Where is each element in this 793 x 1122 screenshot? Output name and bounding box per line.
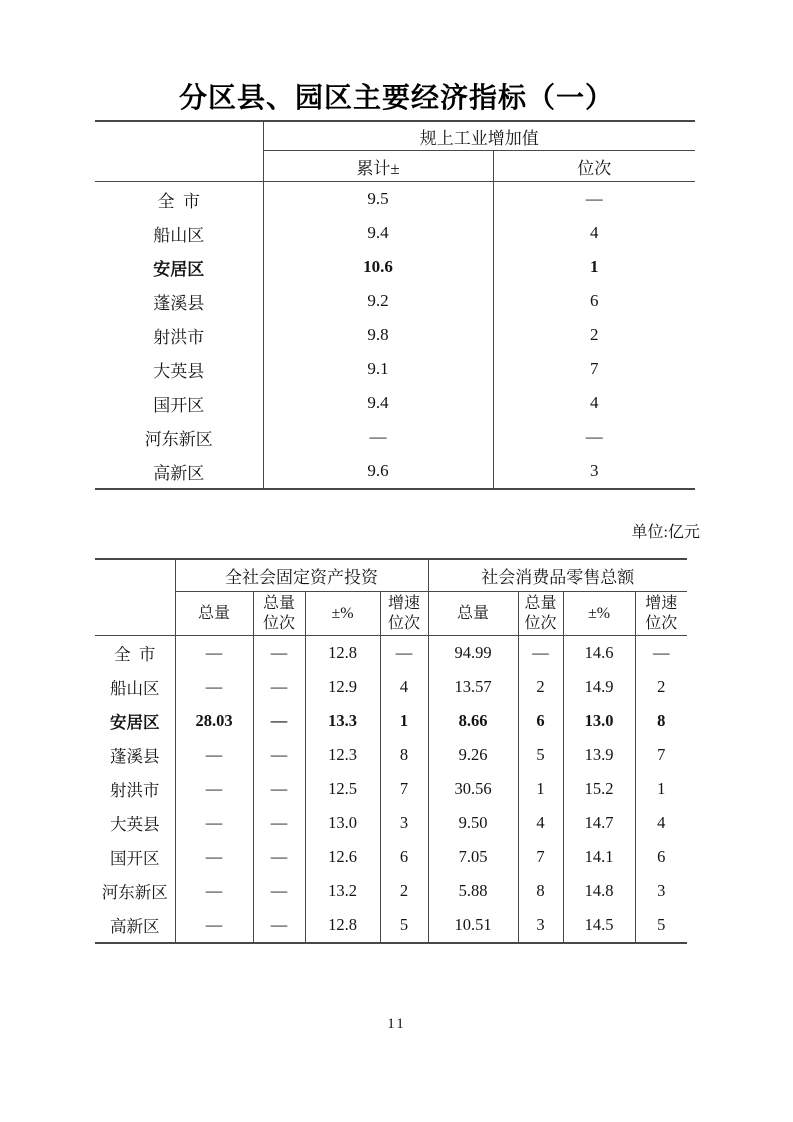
industrial-added-value-table bbox=[95, 120, 695, 490]
table-row bbox=[95, 840, 687, 874]
table-row bbox=[95, 352, 695, 386]
value-cell: 14.8 bbox=[563, 874, 635, 908]
table1-group-header-row bbox=[95, 121, 695, 151]
value-cell: — bbox=[253, 874, 305, 908]
value-cell: 2 bbox=[518, 670, 563, 704]
region-cell: 船山区 bbox=[95, 670, 175, 704]
value-cell: — bbox=[253, 772, 305, 806]
value-cell: — bbox=[518, 636, 563, 671]
value-cell: 4 bbox=[590, 393, 599, 412]
value-cell: 13.2 bbox=[305, 874, 380, 908]
value-cell: 13.3 bbox=[305, 704, 380, 738]
value-cell: 30.56 bbox=[428, 772, 518, 806]
value-cell: 12.8 bbox=[305, 636, 380, 671]
value-cell: 14.9 bbox=[563, 670, 635, 704]
value-cell: 6 bbox=[518, 704, 563, 738]
table-row bbox=[95, 216, 695, 250]
region-cell: 国开区 bbox=[95, 386, 263, 420]
region-cell: 全 市 bbox=[95, 182, 263, 217]
value-cell: 7 bbox=[380, 772, 428, 806]
value-cell: — bbox=[253, 840, 305, 874]
region-cell: 国开区 bbox=[95, 840, 175, 874]
page-number: 11 bbox=[387, 1016, 406, 1032]
value-cell: 3 bbox=[590, 461, 599, 480]
table1-col-header-rank: 位次 bbox=[493, 151, 695, 182]
value-cell: 13.57 bbox=[428, 670, 518, 704]
value-cell: 7.05 bbox=[428, 840, 518, 874]
value-cell: — bbox=[253, 636, 305, 671]
value-cell: 13.0 bbox=[563, 704, 635, 738]
value-cell: 9.2 bbox=[263, 284, 493, 318]
table-row bbox=[95, 454, 695, 489]
region-cell: 蓬溪县 bbox=[95, 284, 263, 318]
value-cell: 8 bbox=[380, 738, 428, 772]
value-cell: 5 bbox=[518, 738, 563, 772]
table2-corner-cell bbox=[95, 559, 175, 592]
region-cell: 射洪市 bbox=[95, 318, 263, 352]
table-row bbox=[95, 420, 695, 454]
value-cell: 5.88 bbox=[428, 874, 518, 908]
region-cell: 河东新区 bbox=[95, 420, 263, 454]
region-cell: 射洪市 bbox=[95, 772, 175, 806]
value-cell: 4 bbox=[657, 813, 666, 832]
value-cell: 10.51 bbox=[428, 908, 518, 943]
value-cell: — bbox=[175, 738, 253, 772]
value-cell: 3 bbox=[518, 908, 563, 943]
table-row bbox=[95, 386, 695, 420]
value-cell: 9.8 bbox=[263, 318, 493, 352]
region-cell: 蓬溪县 bbox=[95, 738, 175, 772]
value-cell: 10.6 bbox=[263, 250, 493, 284]
table1-corner-cell bbox=[95, 151, 263, 182]
value-cell: — bbox=[653, 643, 670, 662]
value-cell: — bbox=[253, 908, 305, 943]
value-cell: 14.1 bbox=[563, 840, 635, 874]
value-cell: 7 bbox=[518, 840, 563, 874]
table2-subheader-pct-2: ±% bbox=[563, 592, 635, 636]
value-cell: 7 bbox=[590, 359, 599, 378]
value-cell: 7 bbox=[657, 745, 666, 764]
value-cell: — bbox=[175, 806, 253, 840]
table-row bbox=[95, 704, 687, 738]
table2-subheader-total-1: 总量 bbox=[175, 592, 253, 636]
table2-subheader-row bbox=[95, 592, 687, 636]
value-cell: — bbox=[380, 636, 428, 671]
value-cell: 14.5 bbox=[563, 908, 635, 943]
region-cell: 船山区 bbox=[95, 216, 263, 250]
value-cell: 12.8 bbox=[305, 908, 380, 943]
value-cell: 8.66 bbox=[428, 704, 518, 738]
value-cell: 2 bbox=[590, 325, 599, 344]
value-cell: 12.3 bbox=[305, 738, 380, 772]
value-cell: 13.0 bbox=[305, 806, 380, 840]
value-cell: 94.99 bbox=[428, 636, 518, 671]
region-cell: 安居区 bbox=[95, 250, 263, 284]
value-cell: — bbox=[175, 670, 253, 704]
region-cell: 高新区 bbox=[95, 908, 175, 943]
value-cell: — bbox=[263, 420, 493, 454]
value-cell: 1 bbox=[590, 257, 599, 276]
value-cell: — bbox=[175, 840, 253, 874]
value-cell: — bbox=[175, 874, 253, 908]
table1-group-header: 规上工业增加值 bbox=[263, 121, 695, 151]
table2-group-header-retail: 社会消费品零售总额 bbox=[428, 559, 687, 592]
value-cell: 6 bbox=[590, 291, 599, 310]
value-cell: 6 bbox=[380, 840, 428, 874]
value-cell: 9.6 bbox=[263, 454, 493, 489]
table-row bbox=[95, 636, 687, 671]
table-row bbox=[95, 908, 687, 943]
table2-subheader-growth-rank-1: 增速 位次 bbox=[380, 592, 428, 636]
value-cell: — bbox=[175, 772, 253, 806]
investment-retail-table bbox=[95, 558, 687, 944]
value-cell: — bbox=[175, 908, 253, 943]
region-cell: 全 市 bbox=[95, 636, 175, 671]
table2-group-header-investment: 全社会固定资产投资 bbox=[175, 559, 428, 592]
value-cell: — bbox=[585, 427, 603, 446]
value-cell: — bbox=[253, 738, 305, 772]
table-row bbox=[95, 670, 687, 704]
value-cell: 6 bbox=[657, 847, 666, 866]
value-cell: 3 bbox=[657, 881, 666, 900]
value-cell: 9.26 bbox=[428, 738, 518, 772]
table1-col-header-cumulative: 累计± bbox=[263, 151, 493, 182]
value-cell: — bbox=[253, 670, 305, 704]
table-row bbox=[95, 284, 695, 318]
table-row bbox=[95, 318, 695, 352]
table2-corner-cell bbox=[95, 592, 175, 636]
region-cell: 大英县 bbox=[95, 806, 175, 840]
region-cell: 安居区 bbox=[95, 704, 175, 738]
value-cell: — bbox=[253, 806, 305, 840]
value-cell: 9.50 bbox=[428, 806, 518, 840]
region-cell: 大英县 bbox=[95, 352, 263, 386]
table-row bbox=[95, 182, 695, 217]
value-cell: 12.6 bbox=[305, 840, 380, 874]
value-cell: 1 bbox=[380, 704, 428, 738]
value-cell: 4 bbox=[518, 806, 563, 840]
region-cell: 河东新区 bbox=[95, 874, 175, 908]
value-cell: 14.6 bbox=[563, 636, 635, 671]
table-row bbox=[95, 806, 687, 840]
value-cell: 9.1 bbox=[263, 352, 493, 386]
table1-subheader-row bbox=[95, 151, 695, 182]
value-cell: 9.5 bbox=[263, 182, 493, 217]
value-cell: 1 bbox=[657, 779, 666, 798]
table2-subheader-growth-rank-2: 增速 位次 bbox=[635, 592, 687, 636]
value-cell: 4 bbox=[380, 670, 428, 704]
table-row bbox=[95, 772, 687, 806]
table-row bbox=[95, 738, 687, 772]
table-row bbox=[95, 874, 687, 908]
table-row bbox=[95, 250, 695, 284]
value-cell: 3 bbox=[380, 806, 428, 840]
value-cell: 9.4 bbox=[263, 216, 493, 250]
value-cell: 12.9 bbox=[305, 670, 380, 704]
value-cell: — bbox=[175, 636, 253, 671]
value-cell: 14.7 bbox=[563, 806, 635, 840]
unit-note: 单位:亿元 bbox=[631, 524, 700, 541]
value-cell: 12.5 bbox=[305, 772, 380, 806]
value-cell: 28.03 bbox=[175, 704, 253, 738]
value-cell: — bbox=[253, 704, 305, 738]
value-cell: 5 bbox=[657, 915, 666, 934]
table2-subheader-total-rank-2: 总量 位次 bbox=[518, 592, 563, 636]
table2-group-header-row bbox=[95, 559, 687, 592]
value-cell: 13.9 bbox=[563, 738, 635, 772]
value-cell: 1 bbox=[518, 772, 563, 806]
table2-subheader-total-2: 总量 bbox=[428, 592, 518, 636]
value-cell: 8 bbox=[518, 874, 563, 908]
value-cell: 9.4 bbox=[263, 386, 493, 420]
value-cell: — bbox=[585, 189, 603, 208]
table2-subheader-pct-1: ±% bbox=[305, 592, 380, 636]
value-cell: 8 bbox=[657, 711, 666, 730]
table2-subheader-total-rank-1: 总量 位次 bbox=[253, 592, 305, 636]
value-cell: 5 bbox=[380, 908, 428, 943]
page-title: 分区县、园区主要经济指标（一） bbox=[178, 82, 614, 113]
table1-corner-cell bbox=[95, 121, 263, 151]
value-cell: 2 bbox=[380, 874, 428, 908]
region-cell: 高新区 bbox=[95, 454, 263, 489]
value-cell: 15.2 bbox=[563, 772, 635, 806]
value-cell: 2 bbox=[657, 677, 666, 696]
value-cell: 4 bbox=[590, 223, 599, 242]
